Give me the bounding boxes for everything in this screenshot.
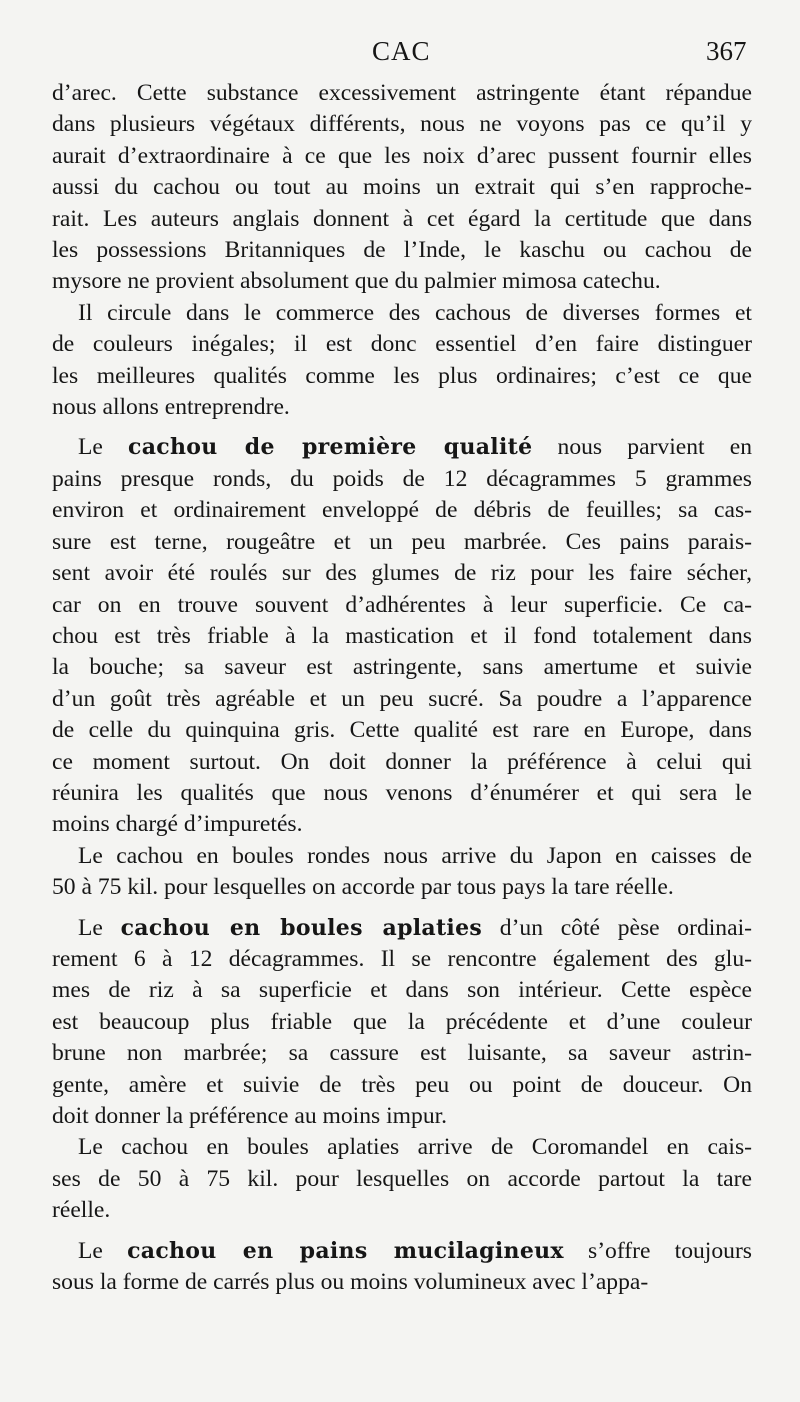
text-line: aurait d’extraordinaire à ce que les noix d’arec pussent fournir elles	[52, 142, 752, 169]
text-segment: Le	[78, 1237, 128, 1264]
text-line: 50 à 75 kil. pour lesquelles on accorde par tous pays la tare réelle.	[52, 874, 674, 901]
text-line: les meilleures qualités comme les plus ordinaires; c’est ce que	[52, 362, 752, 389]
text-line: ce moment surtout. On doit donner la préférence à celui qui	[52, 748, 752, 775]
text-line: d’un goût très agréable et un peu sucré. Sa poudre a l’apparence	[52, 685, 752, 712]
paragraph	[52, 841, 752, 904]
text-line: car on en trouve souvent d’adhérentes à leur superficie. Ce ca-	[52, 591, 752, 618]
text-line: moins chargé d’impuretés.	[52, 811, 303, 838]
text-line: brune non marbrée; sa cassure est luisante, sa saveur astrin-	[52, 1040, 752, 1067]
text-line: gente, amère et suivie de très peu ou point de douceur. On	[52, 1071, 752, 1098]
text-line: aussi du cachou ou tout au moins un extrait qui s’en rapproche-	[52, 174, 752, 201]
text-line: sent avoir été roulés sur des glumes de riz pour les faire sécher,	[52, 560, 752, 587]
text-line: réunira les qualités que nous venons d’énumérer et qui sera le	[52, 779, 752, 806]
text-line	[52, 432, 752, 463]
text-line: sure est terne, rougeâtre et un peu marbrée. Ces pains parais-	[52, 528, 752, 555]
text-line: chou est très friable à la mastication et il fond totalement dans	[52, 622, 752, 649]
text-line: mysore ne provient absolument que du palmier mimosa catechu.	[52, 268, 661, 295]
text-segment: Le	[78, 914, 121, 941]
paragraph	[52, 298, 752, 424]
page-number: 367	[706, 36, 747, 66]
paragraph	[52, 1236, 752, 1299]
text-line: les possessions Britanniques de l’Inde, le kaschu ou cachou de	[52, 237, 752, 264]
running-head: CAC	[372, 36, 431, 66]
text-line: nous allons entreprendre.	[52, 394, 290, 421]
text-line: réelle.	[52, 1197, 111, 1224]
text-line: ses de 50 à 75 kil. pour lesquelles on accorde partout la tare	[52, 1165, 752, 1192]
text-line: mes de riz à sa superficie et dans son intérieur. Cette espèce	[52, 977, 752, 1004]
text-line: d’arec. Cette substance excessivement astringente étant répandue	[52, 80, 752, 106]
section-heading: cachou en pains mucilagineux	[127, 1237, 564, 1264]
paragraph	[52, 78, 752, 298]
text-segment: nous parvient en	[532, 434, 752, 461]
paragraph	[52, 1132, 752, 1226]
text-line: sous la forme de carrés plus ou moins volumineux avec l’appa-	[52, 1269, 649, 1296]
text-line: Le cachou en boules rondes nous arrive du Japon en caisses de	[78, 842, 752, 869]
paragraph	[52, 913, 752, 1133]
text-line: doit donner la préférence au moins impur.	[52, 1103, 448, 1129]
text-line: dans plusieurs végétaux différents, nous ne voyons pas ce qu’il y	[52, 111, 752, 138]
page-header	[0, 36, 800, 76]
body-text	[52, 78, 752, 1298]
text-segment: Le	[78, 434, 129, 461]
text-line: rait. Les auteurs anglais donnent à cet égard la certitude que dans	[52, 205, 752, 232]
text-line: la bouche; sa saveur est astringente, sans amertume et suivie	[52, 654, 752, 681]
text-line: environ et ordinairement enveloppé de débris de feuilles; sa cas-	[52, 497, 752, 524]
section-heading: cachou de première qualité	[128, 434, 533, 461]
text-segment: d’un côté pèse ordinai-	[482, 914, 752, 941]
text-line: Il circule dans le commerce des cachous de diverses formes et	[78, 299, 752, 326]
text-line	[52, 913, 752, 944]
section-heading: cachou en boules aplaties	[120, 914, 483, 941]
paragraph	[52, 432, 752, 840]
text-line: rement 6 à 12 décagrammes. Il se rencontre également des glu-	[52, 945, 752, 972]
text-segment: s’offre toujours	[563, 1237, 752, 1264]
text-line: est beaucoup plus friable que la précédente et d’une couleur	[52, 1008, 752, 1035]
text-line: de celle du quinquina gris. Cette qualité est rare en Europe, dans	[52, 717, 752, 744]
text-line: pains presque ronds, du poids de 12 décagrammes 5 grammes	[52, 465, 752, 492]
text-line	[52, 1236, 752, 1267]
text-line: de couleurs inégales; il est donc essentiel d’en faire distinguer	[52, 331, 752, 358]
text-line: Le cachou en boules aplaties arrive de Coromandel en cais-	[78, 1134, 752, 1161]
